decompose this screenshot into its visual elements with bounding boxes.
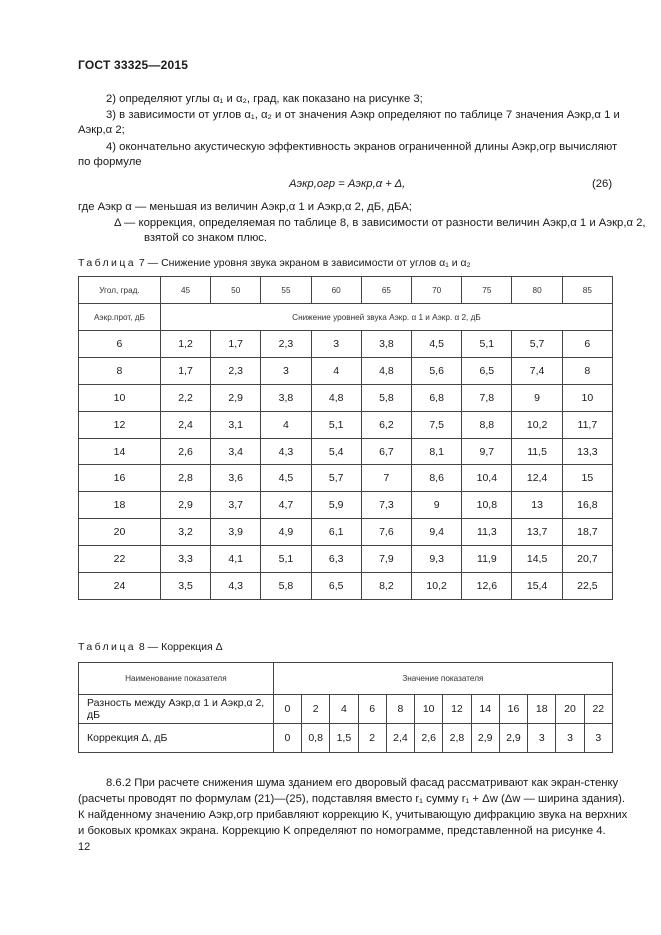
table7-cell: 5,7 (311, 465, 361, 492)
table-row (79, 546, 613, 573)
table7-cell: 4 (261, 411, 311, 438)
table7-cell: 11,7 (562, 411, 612, 438)
table8-correction-cell: 0 (273, 724, 301, 753)
table8-difference-cell: 22 (584, 695, 612, 724)
table7-cell: 3,9 (211, 519, 261, 546)
table7-cell: 4,9 (261, 519, 311, 546)
table7-cell: 7 (361, 465, 411, 492)
table7-cell: 6,5 (311, 573, 361, 600)
closing-line-1: 8.6.2 При расчете снижения шума зданием его дворовый фасад рассматривают как экран-стенку (106, 777, 619, 789)
table7-row-label: 14 (79, 438, 161, 465)
table7-caption (78, 257, 471, 269)
table8-difference-cell: 14 (471, 695, 499, 724)
table7-cell: 4,5 (261, 465, 311, 492)
table7-cell: 11,3 (462, 519, 512, 546)
table7-cell: 7,3 (361, 492, 411, 519)
table7-cell: 8,6 (412, 465, 462, 492)
table7-row-label: 12 (79, 411, 161, 438)
table7-cell: 6,1 (311, 519, 361, 546)
table7-cell: 8,1 (412, 438, 462, 465)
table7-cell: 9,7 (462, 438, 512, 465)
where-line-3: взятой со знаком плюс. (144, 232, 268, 244)
table7-caption-prefix: Таблица (78, 257, 136, 269)
table7-cell: 22,5 (562, 573, 612, 600)
table7-cell: 13,3 (562, 438, 612, 465)
table8-difference-cell: 8 (386, 695, 414, 724)
table8-difference-cell: 16 (499, 695, 527, 724)
table7-cell: 20,7 (562, 546, 612, 573)
table8-difference-cell: 4 (330, 695, 358, 724)
table8-correction-cell: 2,9 (499, 724, 527, 753)
table7-cell: 4,7 (261, 492, 311, 519)
table7-cell: 6,2 (361, 411, 411, 438)
table8-correction-cell: 2,8 (443, 724, 471, 753)
table8-caption-prefix: Таблица (78, 641, 136, 653)
table7-angle-row (79, 277, 613, 304)
table7-cell: 14,5 (512, 546, 562, 573)
table7-cell: 3 (311, 331, 361, 358)
table7-cell: 5,6 (412, 357, 462, 384)
table7-angle-75: 75 (462, 277, 512, 304)
table7-cell: 3,1 (211, 411, 261, 438)
table8-row-difference (79, 695, 613, 724)
table7-cell: 7,5 (412, 411, 462, 438)
table7-angle-55: 55 (261, 277, 311, 304)
table7-cell: 9,3 (412, 546, 462, 573)
table7-cell: 4,5 (412, 331, 462, 358)
table7-cell: 8,2 (361, 573, 411, 600)
table7-cell: 5,1 (462, 331, 512, 358)
table8-col1-header: Наименование показателя (79, 663, 274, 695)
table7-cell: 15,4 (512, 573, 562, 600)
step-3-line1: 3) в зависимости от углов α₁, α₂ и от значения Aэкр определяют по таблице 7 значения Aэкр,α 1 и (106, 109, 620, 121)
table7-cell: 1,2 (160, 331, 210, 358)
formula-26: Aэкр,огр = Aэкр,α + Δ, (289, 178, 406, 190)
table8-caption-text: 8 — Коррекция Δ (138, 641, 223, 653)
table-row (79, 357, 613, 384)
table8-correction-cell: 1,5 (330, 724, 358, 753)
table7-cell: 13,7 (512, 519, 562, 546)
table7-cell: 2,6 (160, 438, 210, 465)
table-row (79, 465, 613, 492)
table8-difference-cell: 0 (273, 695, 301, 724)
table7-cell: 8,8 (462, 411, 512, 438)
table8-row2-label: Коррекция Δ, дБ (79, 724, 274, 753)
table7-angle-70: 70 (412, 277, 462, 304)
formula-number: (26) (592, 178, 613, 190)
table8-row-correction (79, 724, 613, 753)
step-2: 2) определяют углы α₁ и α₂, град, как показано на рисунке 3; (106, 93, 423, 105)
table7-cell: 11,5 (512, 438, 562, 465)
table7-cell: 2,3 (211, 357, 261, 384)
table7-body (79, 277, 613, 600)
table-row (79, 573, 613, 600)
table7-cell: 5,7 (512, 331, 562, 358)
table-8 (78, 662, 613, 753)
table7-cell: 18,7 (562, 519, 612, 546)
table8-body (79, 663, 613, 753)
table7-cell: 3,2 (160, 519, 210, 546)
table7-cell: 5,8 (361, 384, 411, 411)
table7-cell: 10,4 (462, 465, 512, 492)
table8-difference-cell: 12 (443, 695, 471, 724)
table8-difference-cell: 6 (358, 695, 386, 724)
table7-cell: 5,4 (311, 438, 361, 465)
table7-cell: 4,3 (261, 438, 311, 465)
table7-row-label: 18 (79, 492, 161, 519)
table7-cell: 4,8 (361, 357, 411, 384)
table7-cell: 11,9 (462, 546, 512, 573)
closing-line-3: К найденному значению Aэкр,огр прибавляют коррекцию K, учитывающую дифракцию звука на верхних (78, 809, 628, 821)
table-row (79, 492, 613, 519)
page-number: 12 (78, 841, 91, 853)
table7-caption-text: 7 — Снижение уровня звука экраном в зависимости от углов α₁ и α₂ (138, 257, 471, 269)
table7-cell: 3,8 (261, 384, 311, 411)
table7-cell: 15 (562, 465, 612, 492)
table7-subheader-row (79, 304, 613, 331)
where-line-2: Δ — коррекция, определяемая по таблице 8, в зависимости от разности величин Aэкр,α 1 и Aэкр,α 2, (114, 217, 646, 229)
step-4-line1: 4) окончательно акустическую эффективность экранов ограниченной длины Aэкр,огр вычисляют (106, 141, 618, 153)
table8-correction-cell: 3 (584, 724, 612, 753)
table-row (79, 331, 613, 358)
table7-cell: 6,7 (361, 438, 411, 465)
document-header: ГОСТ 33325—2015 (78, 58, 189, 72)
table-7 (78, 276, 613, 600)
table7-cell: 13 (512, 492, 562, 519)
table7-angle-80: 80 (512, 277, 562, 304)
table7-cell: 4,3 (211, 573, 261, 600)
table7-row-label: 16 (79, 465, 161, 492)
table7-cell: 5,8 (261, 573, 311, 600)
table7-cell: 5,9 (311, 492, 361, 519)
table7-angle-header: Угол, град. (79, 277, 161, 304)
table7-cell: 3,6 (211, 465, 261, 492)
table7-cell: 7,8 (462, 384, 512, 411)
closing-line-2: (расчеты проводят по формулам (21)—(25), подставляя вместо r₁ сумму r₁ + Δw (Δw — ширина здания). (78, 793, 626, 805)
table8-correction-cell: 3 (528, 724, 556, 753)
table7-angle-50: 50 (211, 277, 261, 304)
table7-cell: 9,4 (412, 519, 462, 546)
table7-cell: 7,9 (361, 546, 411, 573)
step-3-line2: Aэкр,α 2; (78, 124, 125, 136)
table7-cell: 10 (562, 384, 612, 411)
table7-cell: 3,8 (361, 331, 411, 358)
table7-cell: 10,2 (412, 573, 462, 600)
table7-cell: 7,4 (512, 357, 562, 384)
table7-row-label: 22 (79, 546, 161, 573)
table7-angle-60: 60 (311, 277, 361, 304)
table7-cell: 5,1 (261, 546, 311, 573)
table7-cell: 7,6 (361, 519, 411, 546)
table7-angle-45: 45 (160, 277, 210, 304)
table7-row-label: 24 (79, 573, 161, 600)
table7-cell: 4,8 (311, 384, 361, 411)
table-row (79, 438, 613, 465)
table7-cell: 12,4 (512, 465, 562, 492)
table7-cell: 9 (412, 492, 462, 519)
table7-angle-65: 65 (361, 277, 411, 304)
table8-difference-cell: 20 (556, 695, 584, 724)
table8-row1-label: Разность между Aэкр,α 1 и Aэкр,α 2, дБ (79, 695, 274, 724)
table8-correction-cell: 2,4 (386, 724, 414, 753)
table7-cell: 2,9 (160, 492, 210, 519)
table7-cell: 1,7 (211, 331, 261, 358)
table7-angle-85: 85 (562, 277, 612, 304)
table8-correction-cell: 2,6 (415, 724, 443, 753)
table7-cell: 16,8 (562, 492, 612, 519)
table7-cell: 2,4 (160, 411, 210, 438)
table7-cell: 3 (261, 357, 311, 384)
table7-cell: 2,2 (160, 384, 210, 411)
table7-cell: 9 (512, 384, 562, 411)
table7-row-label: 10 (79, 384, 161, 411)
table8-difference-cell: 18 (528, 695, 556, 724)
step-4-line2: по формуле (78, 156, 142, 168)
table7-cell: 12,6 (462, 573, 512, 600)
table8-col2-header: Значение показателя (273, 663, 612, 695)
table7-cell: 10,8 (462, 492, 512, 519)
table7-cell: 1,7 (160, 357, 210, 384)
table7-cell: 6,5 (462, 357, 512, 384)
where-line-1: где Aэкр α — меньшая из величин Aэкр,α 1 и Aэкр,α 2, дБ, дБА; (78, 201, 412, 213)
table8-caption (78, 641, 223, 653)
table7-cell: 3,4 (211, 438, 261, 465)
table7-cell: 3,5 (160, 573, 210, 600)
table7-row-label: 8 (79, 357, 161, 384)
table8-correction-cell: 0,8 (302, 724, 330, 753)
table7-cell: 6,8 (412, 384, 462, 411)
table-row (79, 519, 613, 546)
closing-line-4: и боковых кромках экрана. Коррекцию K определяют по номограмме, представленной на рисунке 4. (78, 825, 606, 837)
table8-correction-cell: 3 (556, 724, 584, 753)
table7-cell: 4,1 (211, 546, 261, 573)
table-row (79, 411, 613, 438)
table7-subheader: Снижение уровней звука Aэкр. α 1 и Aэкр. α 2, дБ (160, 304, 612, 331)
table7-cell: 8 (562, 357, 612, 384)
table7-cell: 10,2 (512, 411, 562, 438)
table7-row-label: 6 (79, 331, 161, 358)
table7-cell: 4 (311, 357, 361, 384)
table7-cell: 6 (562, 331, 612, 358)
table-row (79, 384, 613, 411)
table7-cell: 5,1 (311, 411, 361, 438)
table7-cell: 3,3 (160, 546, 210, 573)
table7-cell: 2,8 (160, 465, 210, 492)
table8-difference-cell: 2 (302, 695, 330, 724)
table7-row-header: Aэкр.прот, дБ (79, 304, 161, 331)
table8-correction-cell: 2,9 (471, 724, 499, 753)
table8-difference-cell: 10 (415, 695, 443, 724)
table7-cell: 2,3 (261, 331, 311, 358)
table7-row-label: 20 (79, 519, 161, 546)
table7-cell: 3,7 (211, 492, 261, 519)
table7-cell: 2,9 (211, 384, 261, 411)
table8-header-row (79, 663, 613, 695)
table7-cell: 6,3 (311, 546, 361, 573)
table8-correction-cell: 2 (358, 724, 386, 753)
